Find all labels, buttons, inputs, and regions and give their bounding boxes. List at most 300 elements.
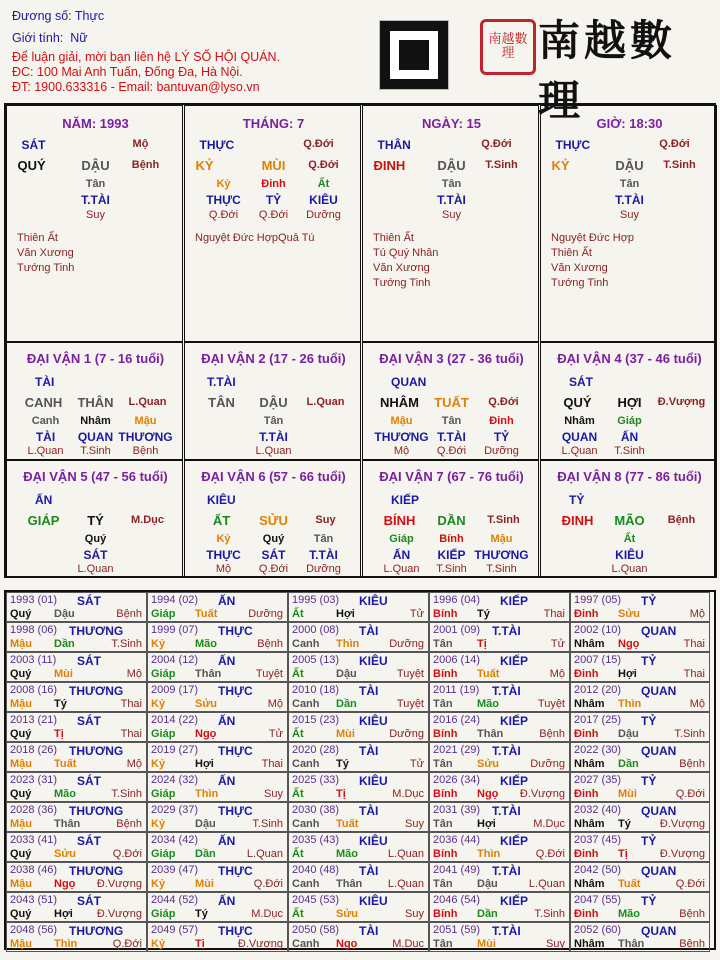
year-stage: Mộ <box>126 668 142 680</box>
pillar-stem: KỶ <box>195 158 214 173</box>
year-stem: Kỷ <box>151 758 166 770</box>
year-cell[interactable] <box>570 832 710 862</box>
luck-hidden-stem: Tân <box>263 415 284 427</box>
year-label: 2019 (27) <box>151 744 199 756</box>
star-item: Nguyệt Đức Hợp <box>551 232 635 244</box>
year-cell[interactable] <box>429 592 570 622</box>
year-stem: Giáp <box>151 728 176 740</box>
year-cell[interactable] <box>288 922 429 952</box>
year-label: 2042 (50) <box>574 864 622 876</box>
luck-title: ĐẠI VẬN 6 (57 - 66 tuổi) <box>201 469 346 484</box>
luck-stem: ĐINH <box>561 513 594 528</box>
pillar-branch: DẬU <box>437 158 466 173</box>
year-stage: T.Sinh <box>674 728 705 740</box>
chart-grid <box>4 103 716 578</box>
year-cell[interactable] <box>288 622 429 652</box>
year-god: TÀI <box>359 804 379 818</box>
year-branch: Dần <box>618 758 639 770</box>
luck-god: TÀI <box>35 375 55 389</box>
year-god: QUAN <box>641 864 677 878</box>
year-branch: Tị <box>336 788 346 800</box>
year-branch: Tuất <box>195 608 218 620</box>
year-stem: Tân <box>433 938 453 950</box>
year-god: KIẾP <box>500 774 529 788</box>
year-cell[interactable] <box>147 922 288 952</box>
luck-branch: TUẤT <box>434 395 469 410</box>
pillar-stage2: T.Sinh <box>485 159 518 171</box>
year-label: 2015 (23) <box>292 714 340 726</box>
year-branch: Mão <box>618 908 640 920</box>
year-label: 2021 (29) <box>433 744 481 756</box>
year-label: 2018 (26) <box>10 744 58 756</box>
year-branch: Ngọ <box>195 728 217 740</box>
luck-stage: Suy <box>315 514 336 526</box>
year-branch: Ngọ <box>618 638 640 650</box>
year-label: 2032 (40) <box>574 804 622 816</box>
year-branch: Tý <box>195 908 208 920</box>
luck-hidden-god: SÁT <box>261 548 286 562</box>
year-cell[interactable] <box>6 772 147 802</box>
year-cell[interactable] <box>147 772 288 802</box>
year-cell[interactable] <box>147 652 288 682</box>
year-stage: Q.Đới <box>112 848 142 860</box>
hidden-stage: Dưỡng <box>306 209 341 221</box>
year-god: KIÊU <box>359 834 388 848</box>
luck-title: ĐẠI VẬN 4 (37 - 46 tuổi) <box>557 351 702 366</box>
year-label: 2031 (39) <box>433 804 481 816</box>
pillar-stem: QUÝ <box>17 158 46 173</box>
year-label: 2048 (56) <box>10 924 58 936</box>
year-god: QUAN <box>641 684 677 698</box>
year-cell[interactable] <box>429 712 570 742</box>
luck-god: KIÊU <box>207 493 236 507</box>
year-cell[interactable] <box>570 742 710 772</box>
year-stage: Đ.Vượng <box>96 878 142 890</box>
pillar-stage: Q.Đới <box>303 138 334 150</box>
luck-stem: NHÂM <box>380 395 419 410</box>
year-stage: L.Quan <box>387 878 424 890</box>
hidden-god: TỶ <box>265 193 282 207</box>
year-stage: Suy <box>546 938 565 950</box>
year-stem: Kỷ <box>151 938 166 950</box>
year-stem: Tân <box>433 818 453 830</box>
year-label: 2008 (16) <box>10 684 58 696</box>
luck-hidden-stage: L.Quan <box>77 563 114 575</box>
year-label: 2049 (57) <box>151 924 199 936</box>
year-god: QUAN <box>641 924 677 938</box>
luck-stage: L.Quan <box>128 396 167 408</box>
luck-hidden-stem: Ất <box>623 533 636 545</box>
year-cell[interactable] <box>147 802 288 832</box>
year-branch: Tý <box>336 758 349 770</box>
luck-hidden-god: ẤN <box>392 548 411 562</box>
year-god: KIÊU <box>359 594 388 608</box>
year-stem: Bính <box>433 848 458 860</box>
year-label: 1997 (05) <box>574 594 622 606</box>
year-god: THƯƠNG <box>69 864 124 878</box>
year-branch: Dậu <box>195 818 216 830</box>
luck-cell <box>6 460 183 578</box>
year-cell[interactable] <box>147 742 288 772</box>
year-cell[interactable] <box>147 712 288 742</box>
year-cell[interactable] <box>288 742 429 772</box>
gender-label: Giới tính: <box>12 31 64 45</box>
year-cell[interactable] <box>429 682 570 712</box>
year-branch: Sửu <box>195 698 218 710</box>
year-god: KIẾP <box>500 894 529 908</box>
hidden-stem: Kỷ <box>216 178 231 190</box>
year-stage: M.Dục <box>392 788 424 800</box>
year-stem: Giáp <box>151 608 176 620</box>
year-cell[interactable] <box>570 892 710 922</box>
year-cell[interactable] <box>288 772 429 802</box>
year-label: 2039 (47) <box>151 864 199 876</box>
year-cell[interactable] <box>147 862 288 892</box>
luck-hidden-stage: Bệnh <box>132 445 159 457</box>
luck-title: ĐẠI VẬN 2 (17 - 26 tuổi) <box>201 351 346 366</box>
year-stem: Bính <box>433 908 458 920</box>
year-stem: Quý <box>10 788 32 800</box>
year-branch: Hợi <box>477 818 496 830</box>
luck-branch: DẬU <box>259 395 288 410</box>
star-item: Tướng Tinh <box>17 262 75 274</box>
gender-value: Nữ <box>70 31 88 45</box>
year-cell[interactable] <box>288 712 429 742</box>
year-branch: Tị <box>618 848 628 860</box>
year-stem: Quý <box>10 848 32 860</box>
year-god: KIẾP <box>500 594 529 608</box>
year-cell[interactable] <box>6 682 147 712</box>
year-cell[interactable] <box>570 772 710 802</box>
pillar-god: THỰC <box>555 138 591 152</box>
year-cell[interactable] <box>570 922 710 952</box>
luck-hidden-stem: Tân <box>313 533 334 545</box>
star-item: Tú Quý Nhân <box>373 247 439 259</box>
year-branch: Mão <box>54 788 76 800</box>
year-cell[interactable] <box>429 802 570 832</box>
year-god: THƯƠNG <box>69 744 124 758</box>
year-cell[interactable] <box>288 652 429 682</box>
year-cell[interactable] <box>570 652 710 682</box>
year-cell[interactable] <box>6 742 147 772</box>
year-god: SÁT <box>77 714 101 728</box>
year-cell[interactable] <box>570 592 710 622</box>
year-cell[interactable] <box>429 862 570 892</box>
year-cell[interactable] <box>429 622 570 652</box>
luck-hidden-stem: Tân <box>441 415 462 427</box>
year-god: THỰC <box>218 804 253 818</box>
year-branch: Dần <box>477 908 498 920</box>
year-cell[interactable] <box>429 652 570 682</box>
luck-cell <box>540 342 717 460</box>
year-label: 2047 (55) <box>574 894 622 906</box>
year-branch: Mùi <box>618 788 637 800</box>
luck-hidden-stage: T.Sinh <box>486 563 517 575</box>
year-god: TÀI <box>359 864 379 878</box>
year-stem: Canh <box>292 638 320 650</box>
year-stage: Bệnh <box>679 938 705 950</box>
year-stage: Thai <box>261 758 283 770</box>
star-item: Thiên Ất <box>551 247 592 259</box>
year-cell[interactable] <box>288 832 429 862</box>
year-branch: Tuất <box>54 758 77 770</box>
luck-hidden-stage: L.Quan <box>561 445 598 457</box>
year-label: 2017 (25) <box>574 714 622 726</box>
year-god: THỰC <box>218 744 253 758</box>
year-label: 2052 (60) <box>574 924 622 936</box>
star-item: Văn Xương <box>17 247 74 259</box>
name-line <box>12 8 104 24</box>
year-stage: Q.Đới <box>253 878 283 890</box>
year-cell[interactable] <box>6 622 147 652</box>
luck-hidden-stem: Nhâm <box>80 415 111 427</box>
year-label: 2004 (12) <box>151 654 199 666</box>
year-god: TÀI <box>359 744 379 758</box>
year-stem: Đinh <box>574 668 599 680</box>
year-stage: Thai <box>683 668 705 680</box>
year-god: THỰC <box>218 864 253 878</box>
luck-title: ĐẠI VẬN 7 (67 - 76 tuổi) <box>379 469 524 484</box>
pillar-title: NĂM: 1993 <box>62 116 129 131</box>
year-stage: Dưỡng <box>389 638 424 650</box>
year-god: KIÊU <box>359 774 388 788</box>
year-god: TỶ <box>641 894 657 908</box>
year-branch: Tuất <box>336 818 359 830</box>
year-cell[interactable] <box>6 802 147 832</box>
year-god: THƯƠNG <box>69 624 124 638</box>
year-stem: Canh <box>292 698 320 710</box>
year-god: KIÊU <box>359 654 388 668</box>
hidden-god: THỰC <box>206 193 241 207</box>
hidden-stem: Đinh <box>261 178 286 190</box>
year-cell[interactable] <box>147 832 288 862</box>
year-cell[interactable] <box>6 922 147 952</box>
year-cell[interactable] <box>6 652 147 682</box>
year-branch: Mùi <box>477 938 496 950</box>
year-cell[interactable] <box>570 682 710 712</box>
luck-hidden-stem: Nhâm <box>564 415 595 427</box>
luck-hidden-god: KIÊU <box>615 548 644 562</box>
year-god: T.TÀI <box>492 744 521 758</box>
year-cell[interactable] <box>288 592 429 622</box>
year-label: 1996 (04) <box>433 594 481 606</box>
year-god: THỰC <box>218 624 253 638</box>
year-stem: Bính <box>433 728 458 740</box>
luck-title: ĐẠI VẬN 1 (7 - 16 tuổi) <box>26 351 165 366</box>
year-cell[interactable] <box>6 832 147 862</box>
pillar-cell <box>540 105 717 342</box>
year-cell[interactable] <box>6 862 147 892</box>
year-label: 2043 (51) <box>10 894 58 906</box>
year-branch: Dậu <box>336 668 357 680</box>
year-stage: M.Dục <box>533 818 565 830</box>
gender-line <box>12 30 88 46</box>
year-stem: Tân <box>433 698 453 710</box>
hidden-stage: Suy <box>620 209 639 221</box>
pillar-stage2: Bệnh <box>131 159 160 171</box>
star-item: Tướng Tinh <box>373 277 431 289</box>
year-god: TỶ <box>641 654 657 668</box>
year-stage: Mộ <box>267 698 283 710</box>
year-cell[interactable] <box>570 862 710 892</box>
luck-hidden-god: THƯƠNG <box>474 548 529 562</box>
year-label: 2040 (48) <box>292 864 340 876</box>
year-god: KIẾP <box>500 834 529 848</box>
year-cell[interactable] <box>288 892 429 922</box>
luck-hidden-stage: T.Sinh <box>614 445 645 457</box>
year-cell[interactable] <box>288 802 429 832</box>
year-stem: Bính <box>433 668 458 680</box>
year-branch: Mão <box>195 638 217 650</box>
phone-line[interactable]: ĐT: 1900.633316 - Email: bantuvan@lyso.vn <box>12 80 260 94</box>
pillar-title: GIỜ: 18:30 <box>596 116 663 131</box>
year-stage: Thai <box>120 728 142 740</box>
year-cell[interactable] <box>429 922 570 952</box>
year-label: 2046 (54) <box>433 894 481 906</box>
year-cell[interactable] <box>288 862 429 892</box>
year-cell[interactable] <box>6 892 147 922</box>
luck-stage: T.Sinh <box>487 514 520 526</box>
year-stage: Tử <box>409 608 424 620</box>
luck-hidden-god: T.TÀI <box>309 548 338 562</box>
year-god: T.TÀI <box>492 804 521 818</box>
luck-stem: TÂN <box>208 395 235 410</box>
hidden-stage: Q.Đới <box>258 209 289 221</box>
year-stem: Tân <box>433 638 453 650</box>
pillar-stage2: Q.Đới <box>308 159 339 171</box>
year-label: 2026 (34) <box>433 774 481 786</box>
pillar-stage: Q.Đới <box>481 138 512 150</box>
qr-code-icon[interactable] <box>379 20 449 90</box>
year-branch: Dậu <box>618 728 639 740</box>
year-cell[interactable] <box>429 772 570 802</box>
year-stage: Q.Đới <box>535 848 565 860</box>
year-branch: Thân <box>195 668 222 680</box>
year-label: 2051 (59) <box>433 924 481 936</box>
luck-hidden-god: QUAN <box>561 430 598 444</box>
year-label: 1999 (07) <box>151 624 199 636</box>
hidden-god: T.TÀI <box>615 193 644 207</box>
year-label: 1998 (06) <box>10 624 58 636</box>
hidden-stem: Tân <box>619 178 640 190</box>
year-cell[interactable] <box>147 592 288 622</box>
year-cell[interactable] <box>429 892 570 922</box>
pillar-god: SÁT <box>21 138 46 152</box>
year-cell[interactable] <box>429 832 570 862</box>
name-label: Đương số: <box>12 9 72 23</box>
year-label: 2024 (32) <box>151 774 199 786</box>
year-cell[interactable] <box>570 712 710 742</box>
luck-hidden-stem: Bính <box>439 533 464 545</box>
luck-cell <box>184 460 361 578</box>
year-cell[interactable] <box>6 592 147 622</box>
hidden-god: T.TÀI <box>437 193 466 207</box>
year-branch: Dậu <box>54 608 75 620</box>
year-stage: Bệnh <box>539 728 565 740</box>
year-god: KIÊU <box>359 894 388 908</box>
year-god: ẤN <box>218 894 236 908</box>
year-stem: Đinh <box>574 608 599 620</box>
luck-title: ĐẠI VẬN 3 (27 - 36 tuổi) <box>379 351 524 366</box>
luck-stem: GIÁP <box>27 513 60 528</box>
year-stage: Tử <box>268 728 283 740</box>
year-label: 2009 (17) <box>151 684 199 696</box>
year-cell[interactable] <box>429 742 570 772</box>
luck-stem: ẤT <box>212 513 231 528</box>
year-stage: Bệnh <box>116 608 142 620</box>
year-god: THỰC <box>218 684 253 698</box>
luck-cell <box>362 460 539 578</box>
luck-cell <box>540 460 717 578</box>
year-god: SÁT <box>77 594 101 608</box>
luck-hidden-stem: Mậu <box>390 415 413 427</box>
luck-god: TỶ <box>569 493 585 507</box>
luck-hidden-god: ẤN <box>620 430 639 444</box>
luck-hidden-god: THƯƠNG <box>118 430 173 444</box>
luck-stage: Q.Đới <box>488 396 519 408</box>
year-stage: Đ.Vượng <box>237 938 283 950</box>
year-branch: Mùi <box>336 728 355 740</box>
hidden-stem: Tân <box>85 178 106 190</box>
year-branch: Dần <box>336 698 357 710</box>
pillar-stage2: T.Sinh <box>663 159 696 171</box>
luck-hidden-stem: Quý <box>84 533 107 545</box>
year-stem: Canh <box>292 758 320 770</box>
year-label: 2034 (42) <box>151 834 199 846</box>
year-stem: Quý <box>10 608 32 620</box>
luck-branch: HỢI <box>617 395 642 410</box>
year-stage: Tử <box>409 758 424 770</box>
year-stem: Canh <box>292 938 320 950</box>
year-cell[interactable] <box>147 892 288 922</box>
luck-hidden-stem: Kỷ <box>216 533 231 545</box>
luck-stage: L.Quan <box>306 396 345 408</box>
year-cell[interactable] <box>570 622 710 652</box>
year-stage: Dưỡng <box>389 728 424 740</box>
star-item: Văn Xương <box>373 262 430 274</box>
year-branch: Thân <box>618 938 645 950</box>
year-branch: Tý <box>477 608 490 620</box>
year-cell[interactable] <box>6 712 147 742</box>
year-stem: Đinh <box>574 788 599 800</box>
year-stem: Canh <box>292 878 320 890</box>
luck-title: ĐẠI VẬN 5 (47 - 56 tuổi) <box>23 469 168 484</box>
year-stage: Thai <box>543 608 565 620</box>
luck-stem: QUÝ <box>563 395 592 410</box>
luck-hidden-god: TÀI <box>35 430 56 444</box>
year-stem: Mậu <box>10 638 32 650</box>
year-cell[interactable] <box>147 682 288 712</box>
year-label: 2002 (10) <box>574 624 622 636</box>
year-stage: Suy <box>405 818 424 830</box>
year-cell[interactable] <box>570 802 710 832</box>
year-branch: Thân <box>336 878 363 890</box>
year-stem: Ất <box>292 608 304 620</box>
year-label: 2033 (41) <box>10 834 58 846</box>
year-god: TỶ <box>641 594 657 608</box>
year-stage: Mộ <box>549 668 565 680</box>
year-label: 2027 (35) <box>574 774 622 786</box>
luck-hidden-stage: Mộ <box>393 445 410 457</box>
year-stage: L.Quan <box>528 878 565 890</box>
year-cell[interactable] <box>147 622 288 652</box>
year-stem: Quý <box>10 728 32 740</box>
luck-branch: SỬU <box>259 513 288 528</box>
year-god: SÁT <box>77 894 101 908</box>
year-cell[interactable] <box>288 682 429 712</box>
year-stage: Suy <box>264 788 283 800</box>
year-label: 2016 (24) <box>433 714 481 726</box>
